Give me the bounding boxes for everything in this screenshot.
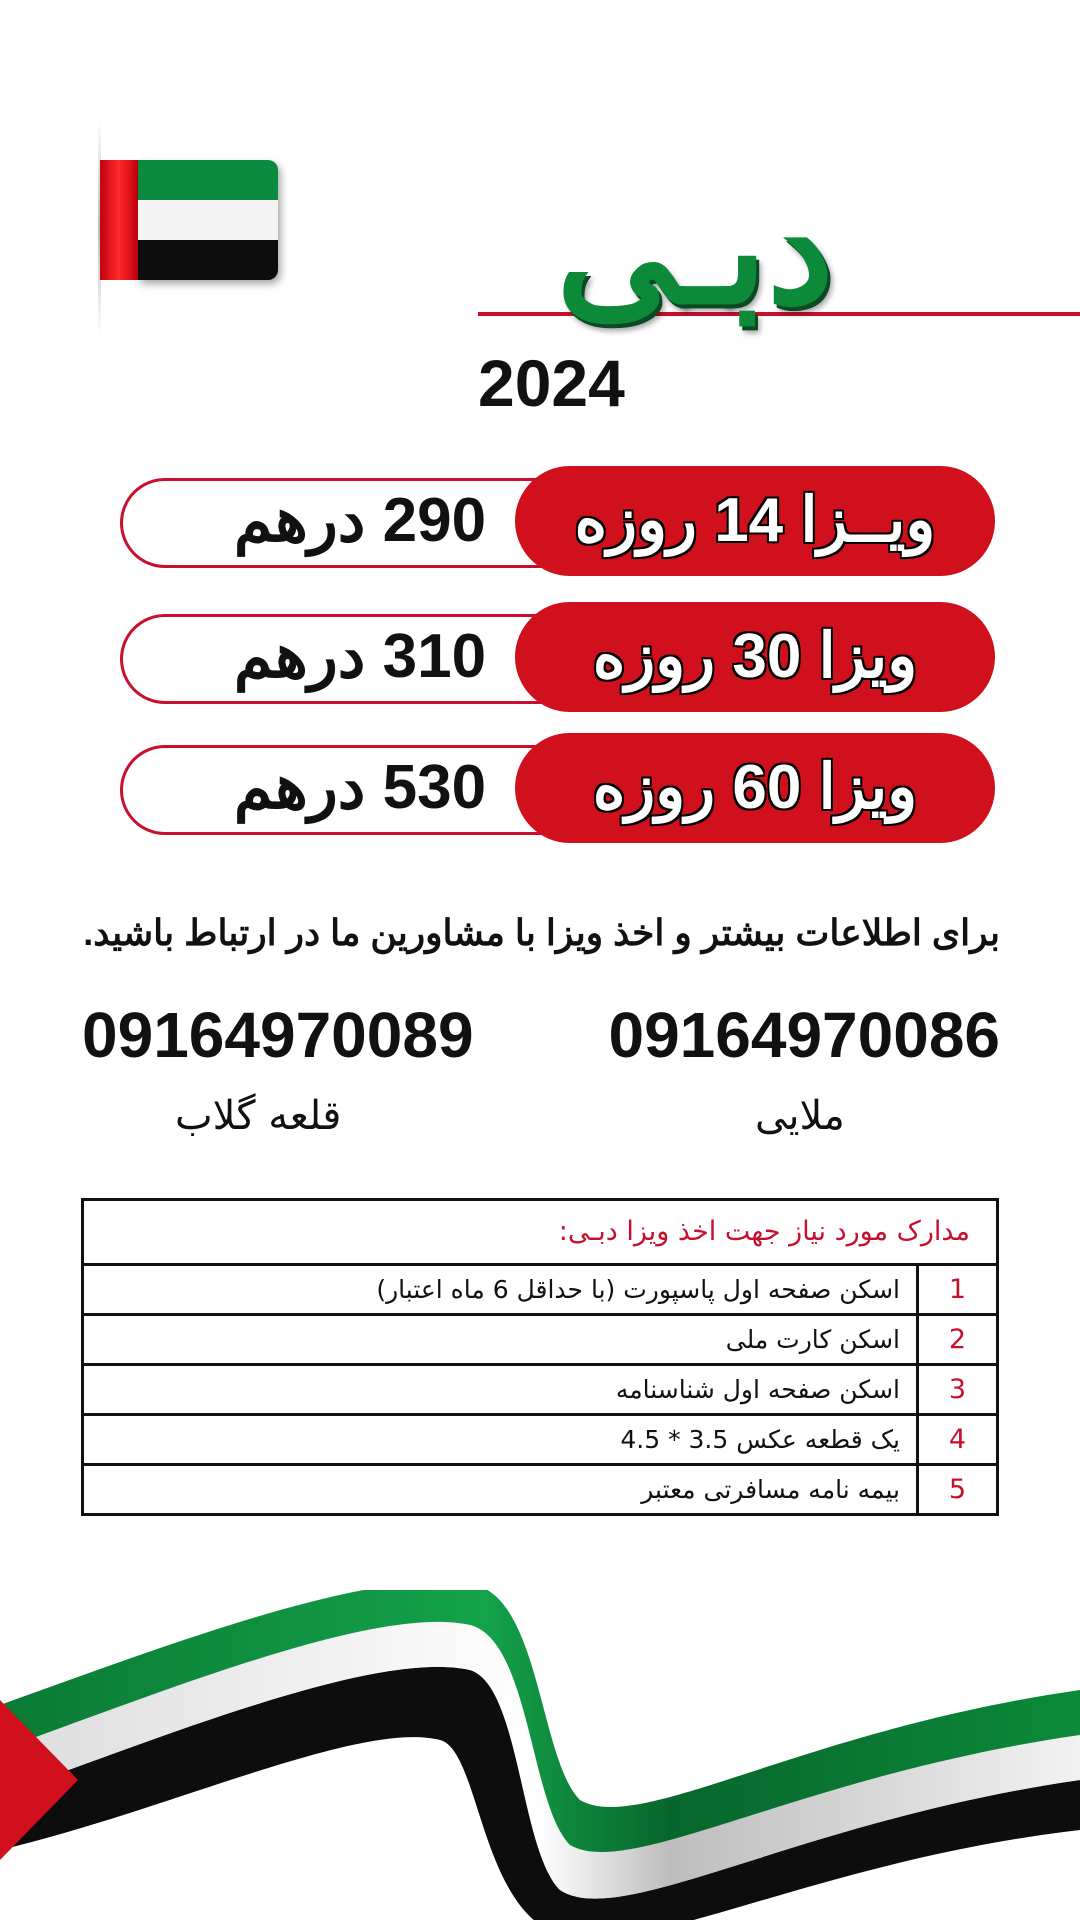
page-title: دبـی — [556, 162, 834, 338]
branch-name: ملایی — [755, 1093, 845, 1139]
visa-label: ویــزا 14 روزه — [574, 486, 936, 555]
year-label: 2024 — [478, 346, 625, 420]
row-number: 1 — [916, 1266, 996, 1313]
table-row — [84, 1466, 996, 1513]
row-number: 3 — [916, 1366, 996, 1413]
documents-table — [81, 1198, 999, 1516]
flag-red-band — [100, 160, 138, 280]
visa-price: 310 درهم — [233, 622, 487, 691]
contact-text: برای اطلاعات بیشتر و اخذ ویزا با مشاورین ما در ارتباط باشید. — [83, 912, 1000, 953]
visa-row-30 — [120, 602, 995, 714]
table-row — [84, 1416, 996, 1466]
flag-stripes — [138, 160, 278, 280]
documents-title: مدارک مورد نیاز جهت اخذ ویزا دبـی: — [84, 1201, 996, 1266]
visa-price: 290 درهم — [233, 486, 487, 555]
table-row — [84, 1266, 996, 1316]
visa-label: ویزا 60 روزه — [592, 753, 918, 822]
branch-name: قلعه گلاب — [175, 1093, 342, 1139]
uae-flag-icon — [92, 118, 292, 318]
visa-row-60 — [120, 733, 995, 845]
visa-row-14 — [120, 466, 995, 578]
row-number: 2 — [916, 1316, 996, 1363]
row-number: 5 — [916, 1466, 996, 1513]
row-text: اسکن صفحه اول پاسپورت (با حداقل 6 ماه اعتبار) — [376, 1275, 900, 1304]
visa-label: ویزا 30 روزه — [592, 622, 918, 691]
table-row — [84, 1316, 996, 1366]
row-text: اسکن صفحه اول شناسنامه — [615, 1375, 900, 1404]
phone-number[interactable]: 09164970086 — [608, 999, 1000, 1071]
row-text: بیمه نامه مسافرتی معتبر — [641, 1475, 900, 1504]
phone-number[interactable]: 09164970089 — [82, 999, 474, 1071]
row-text: یک قطعه عکس 3.5 * 4.5 — [620, 1425, 900, 1454]
flag-ribbon-icon — [0, 1590, 1080, 1920]
table-row — [84, 1366, 996, 1416]
visa-price: 530 درهم — [233, 753, 487, 822]
row-number: 4 — [916, 1416, 996, 1463]
row-text: اسکن کارت ملی — [725, 1325, 900, 1354]
